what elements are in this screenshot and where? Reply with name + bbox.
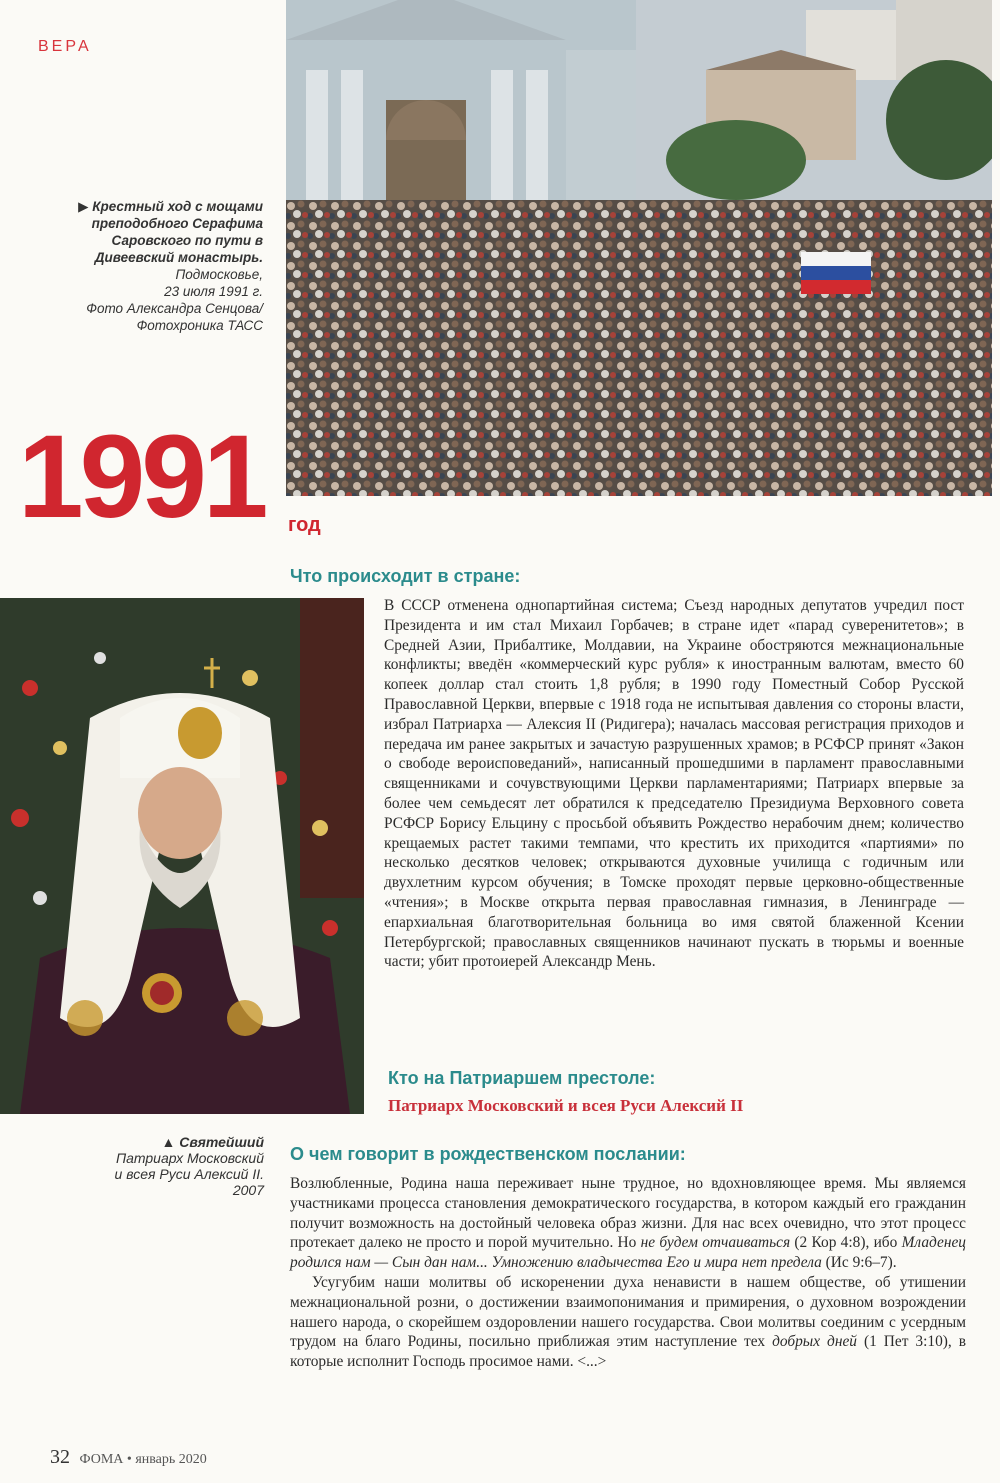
portrait-caption bbox=[40, 1134, 264, 1198]
footer-separator: • bbox=[126, 1452, 136, 1467]
throne-heading: Кто на Патриаршем престоле: bbox=[388, 1068, 656, 1088]
message-p1-quote-2: Младенец родился нам — Сын дан нам... Умножению владычества Его и мира нет предела bbox=[290, 1234, 966, 1272]
message-p1-part-c: (Ис 9:6–7). bbox=[821, 1254, 897, 1272]
caption-place: Подмосковье, bbox=[175, 267, 263, 282]
portrait-caption-year: 2007 bbox=[232, 1182, 264, 1198]
procession-caption bbox=[60, 198, 263, 334]
triangle-up-icon: ▲ bbox=[161, 1134, 180, 1150]
page-footer bbox=[50, 1446, 207, 1469]
procession-photo bbox=[286, 0, 992, 496]
message-text bbox=[290, 1174, 966, 1372]
year-word: год bbox=[288, 514, 321, 536]
year-title: 1991 bbox=[18, 411, 265, 543]
caption-bold-text: Крестный ход с мощами преподобного Серафима Саровского по пути в Дивеевский монастырь. bbox=[91, 199, 263, 265]
caption-credit-agency: Фотохроника ТАСС bbox=[136, 318, 263, 333]
message-paragraph-2 bbox=[290, 1273, 966, 1372]
portrait-illustration bbox=[0, 598, 364, 1114]
message-p2-part-a: Усугубим наши молитвы об искоренении духа ненависти в нашем обществе, об утишении межнациональной розни, о достижении взаимопонимания и примирения, о духовном возрождении нашего народа, о скорейшем оздоровлении нашего государства. Свои молитвы соединим с усердным трудом на благо Родины, посильно приближая этим наступление тех bbox=[290, 1273, 966, 1351]
patriarch-portrait bbox=[0, 598, 364, 1114]
caption-credit: Фото Александра Сенцова/ bbox=[86, 301, 263, 316]
patriarch-name: Патриарх Московский и всея Руси Алексий II bbox=[388, 1096, 744, 1115]
portrait-caption-line-1: Святейший bbox=[179, 1134, 264, 1150]
page-number: 32 bbox=[50, 1446, 70, 1468]
message-p1-part-a: Возлюбленные, Родина наша переживает ныне трудное, но вдохновляющее время. Мы являемся участниками процесса становления демократического государства, в котором каждый его гражданин получит возможность на достойный человека образ жизни. Для нас всех очевидно, что этот процесс протекает далеко не просто и порой мучительно. Но bbox=[290, 1175, 966, 1252]
caption-date: 23 июля 1991 г. bbox=[164, 284, 263, 299]
triangle-marker-icon: ▶ bbox=[78, 199, 93, 214]
portrait-caption-line-3: и всея Руси Алексий II. bbox=[114, 1166, 264, 1182]
message-p2-part-b: (1 Пет 3:10), в которые исполнит Господь просимое нами. <...> bbox=[290, 1333, 967, 1371]
issue-date: январь 2020 bbox=[135, 1452, 207, 1467]
section-label: ВЕРА bbox=[38, 38, 92, 55]
message-paragraph-1 bbox=[290, 1174, 966, 1273]
magazine-name: ФОМА bbox=[79, 1452, 124, 1467]
message-p1-quote-1: не будем отчаиваться bbox=[640, 1234, 791, 1252]
message-p2-quote: добрых дней bbox=[772, 1333, 857, 1351]
portrait-caption-line-2: Патриарх Московский bbox=[115, 1150, 264, 1166]
message-heading: О чем говорит в рождественском послании: bbox=[290, 1144, 686, 1164]
message-p1-part-b: (2 Кор 4:8), ибо bbox=[790, 1234, 902, 1252]
country-heading: Что происходит в стране: bbox=[290, 566, 521, 586]
country-text: В СССР отменена однопартийная система; Съезд народных депутатов учредил пост Президента и им стал Михаил Горбачев; в стране идет «парад суверенитетов»; в Средней Азии, Прибалтике, Молдавии, на Украине обостряются межнациональные конфликты; введён «коммерческий курс рубля» к иностранным валютам, вместо 60 копеек доллар стал стоить 1,8 рубля; в 1990 году Поместный Собор Русской Православной Церкви, впервые с 1918 года не испытывая давления со стороны власти, избрал Патриарха — Алексия II (Ридигера); началась массовая регистрация приходов и передача им ранее закрытых и зачастую разрушенных храмов; в РСФСР принят «Закон о свободе вероисповеданий», написанный прошедшими в парламент православными священниками и сочувствующими Церкви парламентариями; Патриарх впервые за более чем семьдесят лет обратился к председателю Президиума Верховного совета РСФСР Борису Ельцину с просьбой объявить Рождество нерабочим днем; количество крещаемых растет такими темпами, что крестить их приходится «партиями» по несколько десятков человек; открываются духовные училища с годичным или двухлетним курсом обучения; в Томске проходят первые церковно-общественные «чтения»; в Москве открыта первая православная гимназия, в Ленинграде — епархиальная благотворительная больница во имя святой блаженной Ксении Петербургской; православных священников начинают пускать в тюрьмы и военные части; убит протоиерей Александр Мень. bbox=[384, 597, 964, 971]
procession-illustration bbox=[286, 0, 992, 496]
